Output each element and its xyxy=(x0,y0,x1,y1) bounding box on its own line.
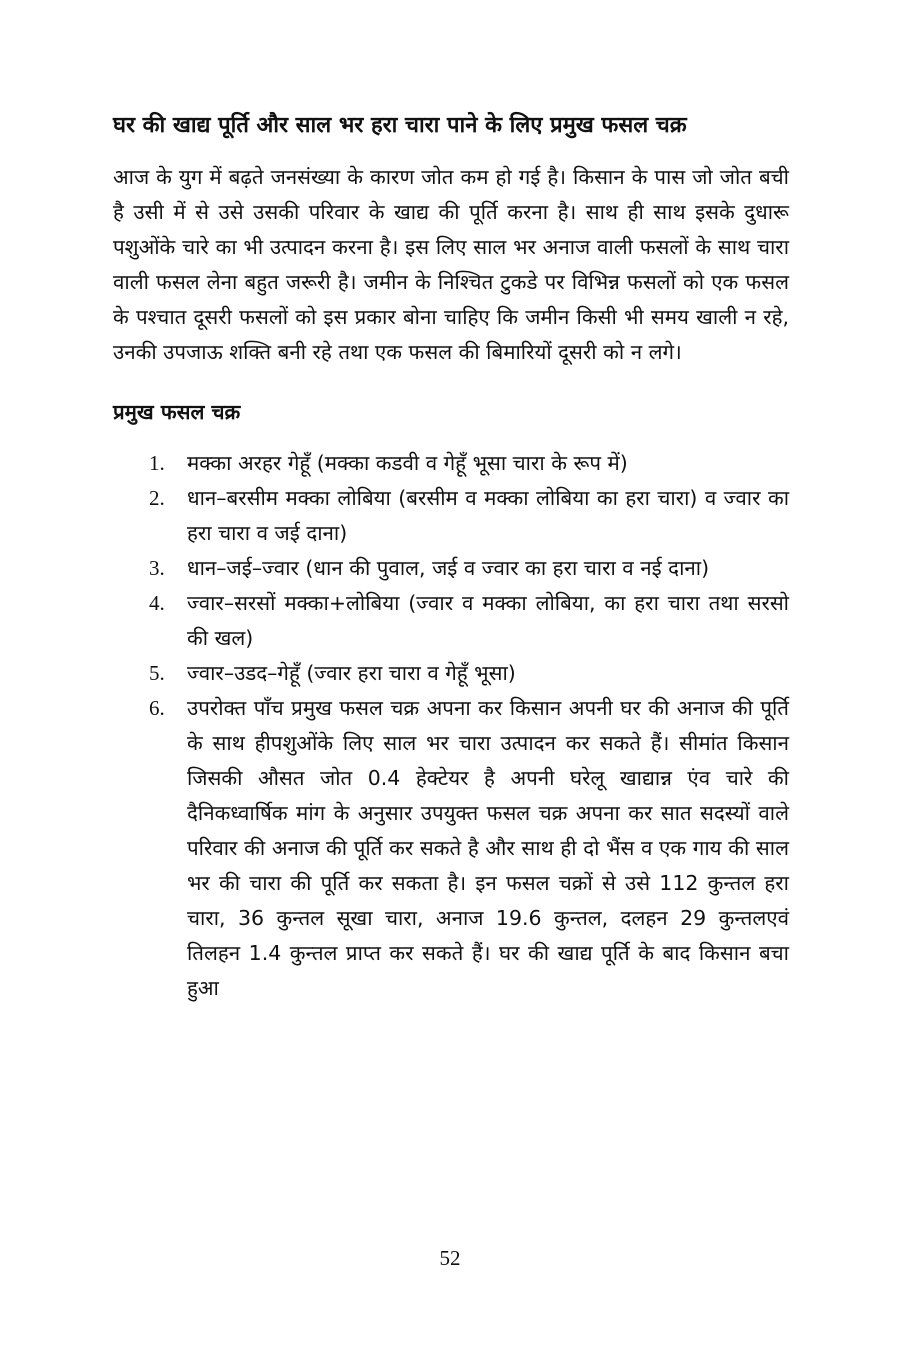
list-item xyxy=(149,446,789,481)
list-item xyxy=(149,551,789,586)
list-item xyxy=(149,586,789,656)
list-item-number: 2. xyxy=(149,486,165,510)
list-item-number: 3. xyxy=(149,556,165,580)
list-item-text: ज्वार–उडद–गेहूँ (ज्वार हरा चारा व गेहूँ भूसा) xyxy=(187,661,516,685)
list-item-text: धान–बरसीम मक्का लोबिया (बरसीम व मक्का लोबिया का हरा चारा) व ज्वार का हरा चारा व जई दाना) xyxy=(187,486,789,545)
crop-rotation-list xyxy=(149,446,789,1006)
list-item xyxy=(149,481,789,551)
list-item-number: 6. xyxy=(149,696,165,720)
list-item xyxy=(149,691,789,1006)
list-item-number: 4. xyxy=(149,591,165,615)
section-heading: प्रमुख फसल चक्र xyxy=(113,400,241,424)
list-item-text: मक्का अरहर गेहूँ (मक्का कडवी व गेहूँ भूसा चारा के रूप में) xyxy=(187,451,628,475)
intro-paragraph: आज के युग में बढ़ते जनसंख्या के कारण जोत कम हो गई है। किसान के पास जो जोत बची है उसी में से उसे उसकी परिवार के खाद्य की पूर्ति करना है। साथ ही साथ इसके दुधारू पशुओंके चारे का भी उत्पादन करना है। इस लिए साल भर अनाज वाली फसलों के साथ चारा वाली फसल लेना बहुत जरूरी है। जमीन के निश्चित टुकडे पर विभिन्न फसलों को एक फसल के पश्चात दूसरी फसलों को इस प्रकार बोना चाहिए कि जमीन किसी भी समय खाली न रहे, उनकी उपजाऊ शक्ति बनी रहे तथा एक फसल की बिमारियों दूसरी को न लगे। xyxy=(113,165,789,364)
list-item xyxy=(149,656,789,691)
page-title: घर की खाद्य पूर्ति और साल भर हरा चारा पाने के लिए प्रमुख फसल चक्र xyxy=(113,113,687,138)
list-item-number: 5. xyxy=(149,661,165,685)
list-item-text: उपरोक्त पाँच प्रमुख फसल चक्र अपना कर किसान अपनी घर की अनाज की पूर्ति के साथ हीपशुओंके लिए साल भर चारा उत्पादन कर सकते हैं। सीमांत किसान जिसकी औसत जोत 0.4 हेक्टेयर है अपनी घरेलू खाद्यान्न एंव चारे की दैनिकध्वार्षिक मांग के अनुसार उपयुक्त फसल चक्र अपना कर सात सदस्यों वाले परिवार की अनाज की पूर्ति कर सकते है और साथ ही दो भैंस व एक गाय की साल भर की चारा की पूर्ति कर सकता है। इन फसल चक्रों से उसे 112 कुन्तल हरा चारा, 36 कुन्तल सूखा चारा, अनाज 19.6 कुन्तल, दलहन 29 कुन्तलएवं तिलहन 1.4 कुन्तल प्राप्त कर सकते हैं। घर की खाद्य पूर्ति के बाद किसान बचा हुआ xyxy=(187,696,789,1000)
list-item-number: 1. xyxy=(149,451,165,475)
list-item-text: ज्वार–सरसों मक्का+लोबिया (ज्वार व मक्का लोबिया, का हरा चारा तथा सरसो की खल) xyxy=(187,591,789,650)
document-page xyxy=(113,108,789,1006)
list-item-text: धान–जई–ज्वार (धान की पुवाल, जई व ज्वार का हरा चारा व नई दाना) xyxy=(187,556,710,580)
page-number: 52 xyxy=(439,1246,461,1270)
